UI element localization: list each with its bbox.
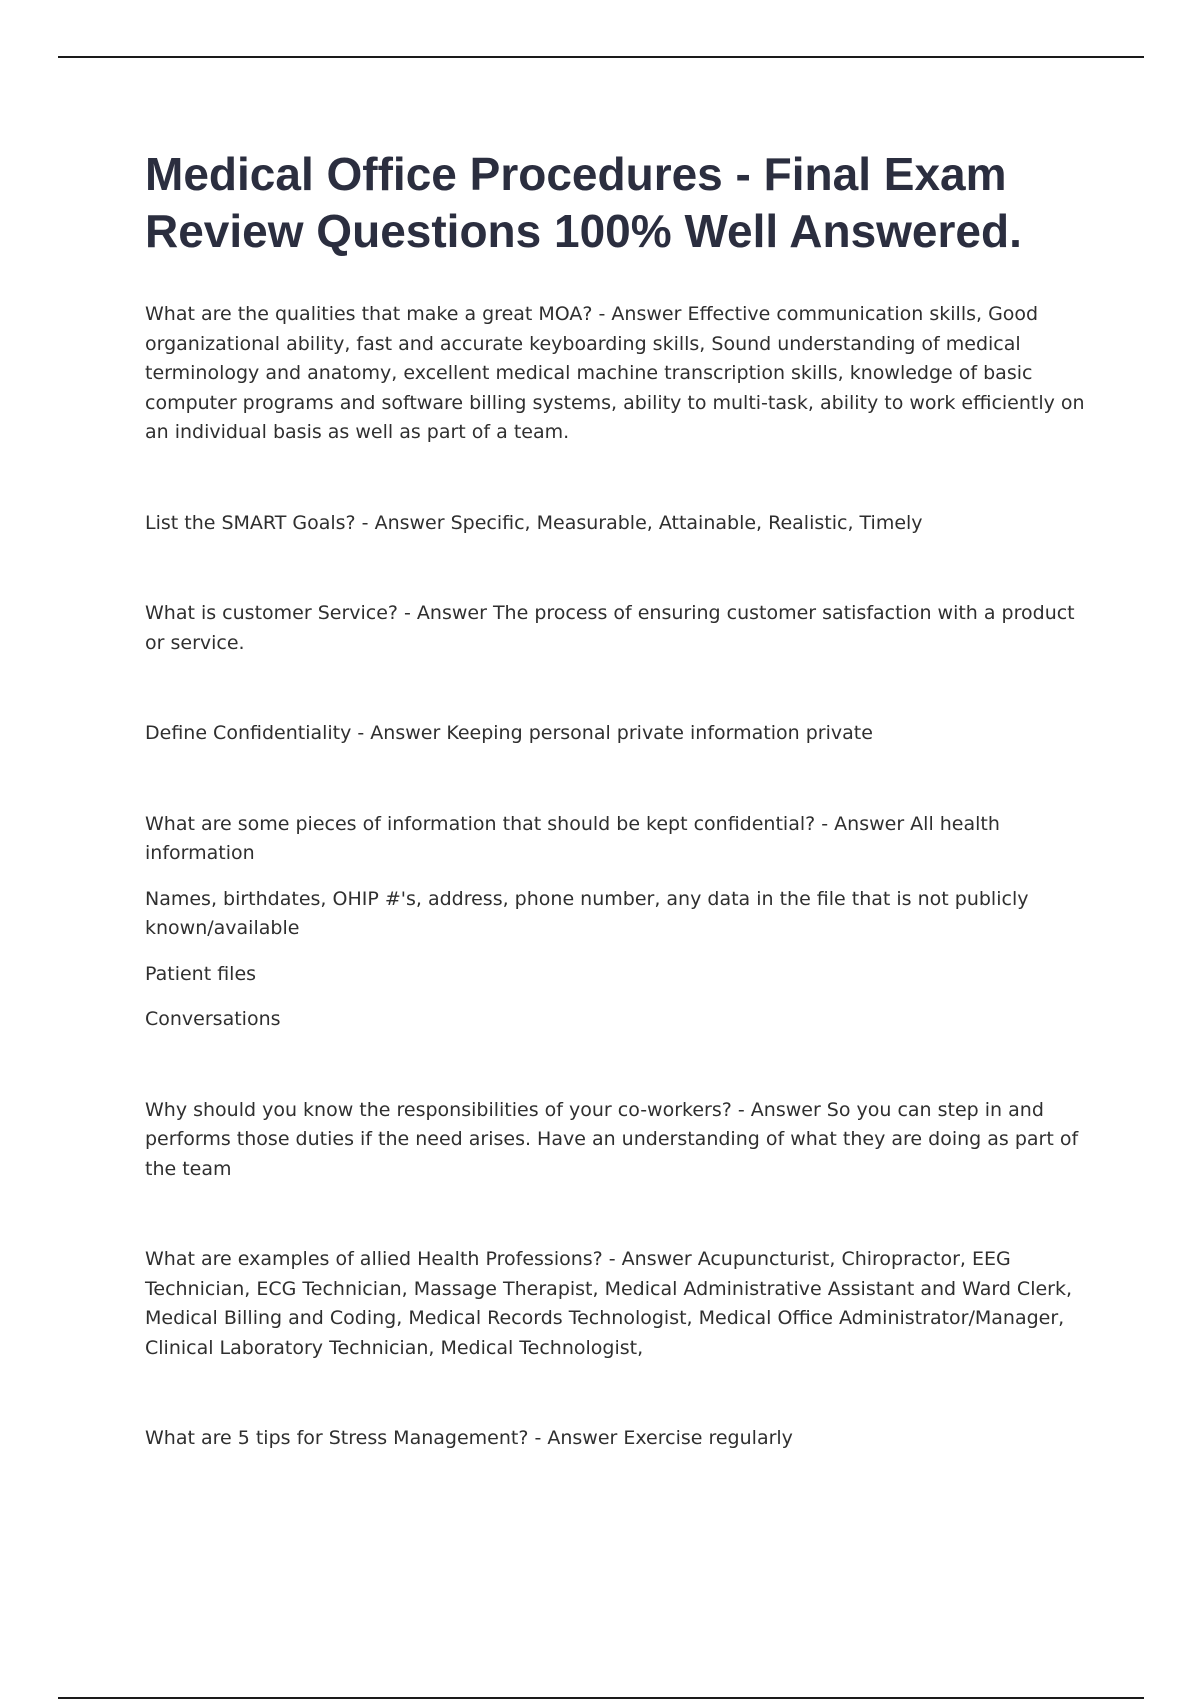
qa-item xyxy=(145,810,1090,1035)
page-title: Medical Office Procedures - Final Exam Review Questions 100% Well Answered. xyxy=(145,148,1022,257)
qa-text: Why should you know the responsibilities of your co-workers? - Answer So you can step in and performs those duties if the need arises. Have an understanding of what they are doing as part of the team xyxy=(145,1098,1079,1180)
qa-separator xyxy=(145,749,1090,810)
qa-separator xyxy=(145,1035,1090,1096)
top-rule xyxy=(58,56,1144,58)
qa-item xyxy=(145,719,1090,749)
qa-separator xyxy=(145,448,1090,509)
qa-separator xyxy=(145,1363,1090,1424)
qa-text: List the SMART Goals? - Answer Specific, Measurable, Attainable, Realistic, Timely xyxy=(145,511,923,534)
qa-extra-line: Names, birthdates, OHIP #'s, address, phone number, any data in the file that is not publicly known/available xyxy=(145,887,1029,939)
qa-text: What are the qualities that make a great MOA? - Answer Effective communication skills, Good organizational ability, fast and accurate keyboarding skills, Sound understanding of medical terminology and anatomy, excellent medical machine transcription skills, knowledge of basic computer programs and software billing systems, ability to multi-task, ability to work efficiently on an individual basis as well as part of a team. xyxy=(145,303,1085,443)
qa-item xyxy=(145,1245,1090,1363)
qa-item xyxy=(145,300,1090,448)
qa-text: What are 5 tips for Stress Management? - Answer Exercise regularly xyxy=(145,1427,793,1449)
qa-extra-line: Patient files xyxy=(145,962,257,985)
qa-item xyxy=(145,599,1090,658)
qa-item xyxy=(145,509,1090,539)
qa-separator xyxy=(145,658,1090,719)
qa-text: What is customer Service? - Answer The process of ensuring customer satisfaction with a product or service. xyxy=(145,602,1075,654)
qa-text: What are some pieces of information that should be kept confidential? - Answer All health information xyxy=(145,812,1000,864)
qa-separator xyxy=(145,538,1090,599)
qa-text: Define Confidentiality - Answer Keeping personal private information private xyxy=(145,722,873,744)
document-body xyxy=(145,300,1090,1454)
qa-text: What are examples of allied Health Professions? - Answer Acupuncturist, Chiropractor, EEG Technician, ECG Technician, Massage Therapist, Medical Administrative Assistant and Ward Clerk, Medical Billing and Coding, Medical Records Technologist, Medical Office Administrator/Manager, Clinical Laboratory Technician, Medical Technologist, xyxy=(145,1248,1073,1359)
qa-item xyxy=(145,1096,1090,1185)
qa-separator xyxy=(145,1184,1090,1245)
bottom-rule xyxy=(58,1697,1144,1699)
qa-extra-line: Conversations xyxy=(145,1008,281,1030)
qa-item xyxy=(145,1424,1090,1454)
